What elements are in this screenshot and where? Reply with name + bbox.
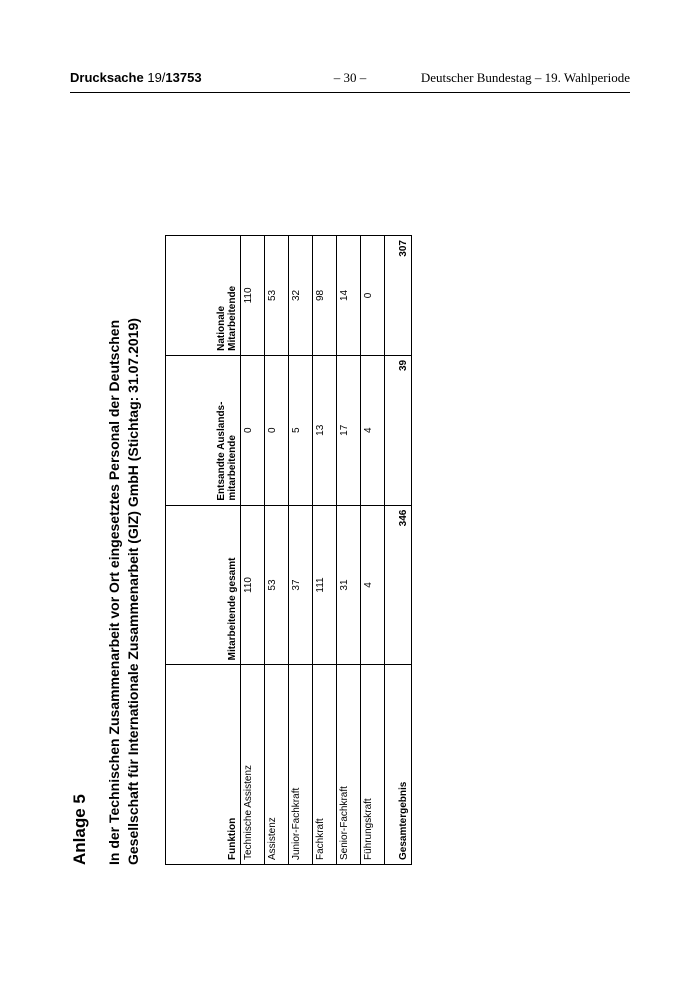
cell-funktion: Senior-Fachkraft xyxy=(337,665,361,865)
cell-entsandte: 4 xyxy=(361,355,385,505)
cell-nationale: 53 xyxy=(265,236,289,356)
title-line-1: In der Technischen Zusammenarbeit vor Ort eingesetztes Personal der Deutschen xyxy=(106,319,122,865)
title-line-2: Gesellschaft für Internationale Zusammenarbeit (GIZ) GmbH (Stichtag: 31.07.2019) xyxy=(125,318,141,865)
cell-entsandte: 17 xyxy=(337,355,361,505)
cell-funktion: Fachkraft xyxy=(313,665,337,865)
cell-entsandte: 5 xyxy=(289,355,313,505)
table-title xyxy=(105,225,143,865)
cell-funktion: Technische Assistenz xyxy=(241,665,265,865)
table-row xyxy=(337,236,361,865)
landscape-content xyxy=(70,225,510,865)
cell-gesamt: 37 xyxy=(289,505,313,665)
table-row xyxy=(361,236,385,865)
publisher: Deutscher Bundestag – 19. Wahlperiode xyxy=(420,70,630,85)
doc-number-prefix: 19/ xyxy=(147,70,166,85)
col-header-nationale: Nationale Mitarbeitende xyxy=(166,236,241,356)
rotated-content-area xyxy=(70,225,670,865)
cell-funktion: Führungskraft xyxy=(361,665,385,865)
cell-nationale: 0 xyxy=(361,236,385,356)
cell-entsandte: 13 xyxy=(313,355,337,505)
col-header-gesamt: Mitarbeitende gesamt xyxy=(166,505,241,665)
doc-number-suffix: 13753 xyxy=(165,70,202,85)
cell-nationale: 98 xyxy=(313,236,337,356)
cell-nationale: 14 xyxy=(337,236,361,356)
cell-gesamt: 31 xyxy=(337,505,361,665)
doc-label: Drucksache xyxy=(70,70,144,85)
cell-entsandte: 0 xyxy=(241,355,265,505)
table-row xyxy=(241,236,265,865)
annex-heading: Anlage 5 xyxy=(70,794,89,865)
table-row xyxy=(313,236,337,865)
total-nationale: 307 xyxy=(385,236,412,356)
cell-funktion: Junior-Fachkraft xyxy=(289,665,313,865)
col-header-funktion: Funktion xyxy=(166,665,241,865)
col-header-entsandte: Entsandte Auslands-mitarbeitende xyxy=(166,355,241,505)
total-gesamt: 346 xyxy=(385,505,412,665)
total-row xyxy=(385,236,412,865)
total-label: Gesamtergebnis xyxy=(385,665,412,865)
cell-funktion: Assistenz xyxy=(265,665,289,865)
cell-gesamt: 110 xyxy=(241,505,265,665)
page-header xyxy=(70,70,630,93)
table-row xyxy=(265,236,289,865)
table-row xyxy=(289,236,313,865)
cell-gesamt: 53 xyxy=(265,505,289,665)
table-header-row xyxy=(166,236,241,865)
cell-nationale: 110 xyxy=(241,236,265,356)
staff-table xyxy=(165,235,412,865)
total-entsandte: 39 xyxy=(385,355,412,505)
cell-entsandte: 0 xyxy=(265,355,289,505)
page-number: – 30 – xyxy=(333,70,367,85)
cell-gesamt: 4 xyxy=(361,505,385,665)
cell-nationale: 32 xyxy=(289,236,313,356)
cell-gesamt: 111 xyxy=(313,505,337,665)
